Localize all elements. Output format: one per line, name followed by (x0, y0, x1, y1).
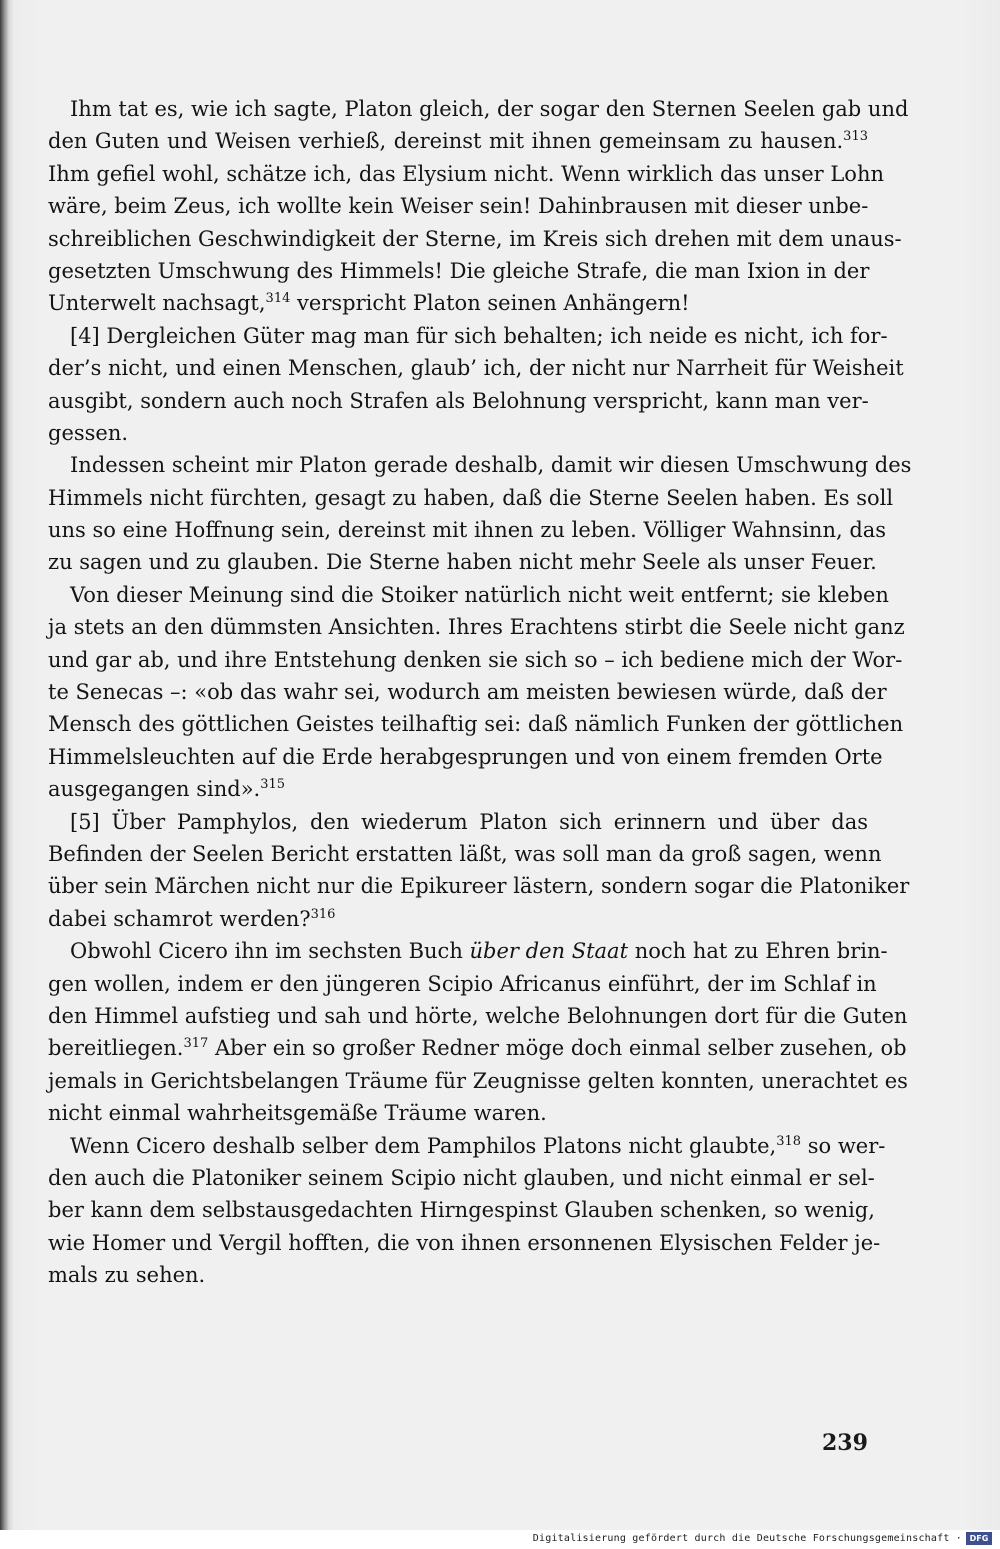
text-segment: wäre, beim Zeus, ich wollte kein Weiser sein! Dahinbrausen mit dieser unbe- (48, 194, 869, 219)
text-segment: gessen. (48, 420, 129, 445)
text-segment: te Senecas –: «ob das wahr sei, wodurch am meisten bewiesen würde, daß der (48, 680, 887, 705)
text-segment: [5] Über Pamphylos, den wiederum Platon sich erinnern und über das (70, 809, 868, 834)
text-line (48, 1162, 875, 1194)
footnote-ref: 318 (776, 1133, 802, 1149)
footnote-ref: 316 (310, 906, 336, 922)
text-line (48, 352, 904, 384)
text-segment: noch hat zu Ehren brin- (628, 939, 888, 964)
text-segment: ausgibt, sondern auch noch Strafen als Belohnung verspricht, kann man ver- (48, 388, 869, 413)
text-segment: so wer- (801, 1133, 886, 1158)
text-line (48, 838, 882, 870)
text-line (48, 1130, 886, 1162)
italic-title: über den Staat (469, 939, 629, 964)
text-segment: [4] Dergleichen Güter mag man für sich behalten; ich neide es nicht, ich for- (70, 323, 888, 348)
text-segment: nicht einmal wahrheitsgemäße Träume waren. (48, 1101, 547, 1126)
text-line (48, 741, 883, 773)
footer-bar (0, 1530, 1000, 1549)
text-line (48, 708, 904, 740)
digitization-credit: Digitalisierung gefördert durch die Deutsche Forschungsgemeinschaft · (532, 1533, 962, 1544)
text-segment: uns so eine Hoffnung sein, dereinst mit ihnen zu leben. Völliger Wahnsinn, das (48, 518, 887, 543)
text-segment: bereitliegen. (48, 1036, 184, 1061)
text-line (48, 417, 868, 449)
text-segment: schreiblichen Geschwindigkeit der Sterne, im Kreis sich drehen mit dem unaus- (48, 226, 902, 251)
text-segment: Wenn Cicero deshalb selber dem Pamphilos Platons nicht glaubte, (70, 1133, 777, 1158)
text-segment: Befinden der Seelen Bericht erstatten läßt, was soll man da groß sagen, wenn (48, 841, 882, 866)
text-segment: Aber ein so großer Redner möge doch einmal selber zusehen, ob (208, 1036, 907, 1061)
text-line (48, 320, 888, 352)
text-segment: ja stets an den dümmsten Ansichten. Ihres Erachtens stirbt die Seele nicht ganz (48, 615, 905, 640)
page-number: 239 (822, 1430, 868, 1456)
text-line (48, 611, 905, 643)
text-line (48, 1259, 868, 1291)
text-line (48, 1032, 907, 1064)
text-line (48, 579, 889, 611)
text-segment: gesetzten Umschwung des Himmels! Die gleiche Strafe, die man Ixion in der (48, 258, 870, 283)
text-line (48, 1065, 908, 1097)
text-segment: Indessen scheint mir Platon gerade deshalb, damit wir diesen Umschwung des (70, 453, 912, 478)
text-line (48, 449, 912, 481)
dfg-logo: DFG (966, 1532, 992, 1545)
text-segment: mals zu sehen. (48, 1263, 206, 1288)
text-line (48, 1227, 881, 1259)
text-line (48, 1194, 875, 1226)
text-line (48, 870, 910, 902)
text-segment: Obwohl Cicero ihn im sechsten Buch (70, 939, 470, 964)
text-segment: gen wollen, indem er den jüngeren Scipio Africanus einführt, der im Schlaf in (48, 971, 877, 996)
text-segment: den auch die Platoniker seinem Scipio nicht glauben, und nicht einmal er sel- (48, 1165, 875, 1190)
text-segment: Ihm gefiel wohl, schätze ich, das Elysium nicht. Wenn wirklich das unser Lohn (48, 161, 885, 186)
footnote-ref: 315 (260, 777, 286, 793)
text-line (48, 158, 885, 190)
text-segment: ber kann dem selbstausgedachten Hirngespinst Glauben schenken, so wenig, (48, 1198, 875, 1223)
text-line (48, 773, 868, 805)
text-line (48, 93, 909, 125)
text-segment: Himmelsleuchten auf die Erde herabgesprungen und von einem fremden Orte (48, 744, 883, 769)
text-segment: verspricht Platon seinen Anhängern! (290, 291, 690, 316)
body-text (48, 93, 912, 1291)
text-segment: der’s nicht, und einen Menschen, glaub’ ich, der nicht nur Narrheit für Weisheit (48, 356, 904, 381)
text-segment: wie Homer und Vergil hofften, die von ihnen ersonnenen Elysischen Felder je- (48, 1230, 881, 1255)
text-line (48, 125, 868, 157)
text-line (48, 514, 887, 546)
text-segment: Ihm tat es, wie ich sagte, Platon gleich, der sogar den Sternen Seelen gab und (70, 97, 909, 121)
text-segment: zu sagen und zu glauben. Die Sterne haben nicht mehr Seele als unser Feuer. (48, 550, 877, 575)
text-line (48, 903, 868, 935)
footnote-ref: 314 (265, 291, 291, 307)
text-segment: ausgegangen sind». (48, 777, 261, 802)
text-segment: über sein Märchen nicht nur die Epikureer lästern, sondern sogar die Platoniker (48, 874, 910, 899)
text-segment: jemals in Gerichtsbelangen Träume für Zeugnisse gelten konnten, unerachtet es (48, 1068, 908, 1093)
footnote-ref: 313 (843, 129, 868, 145)
text-line (48, 385, 868, 417)
text-segment: und gar ab, und ihre Entstehung denken sie sich so – ich bediene mich der Wor- (48, 647, 903, 672)
text-segment: Mensch des göttlichen Geistes teilhaftig sei: daß nämlich Funken der göttlichen (48, 712, 904, 737)
text-segment: dabei schamrot werden? (48, 906, 311, 931)
text-line (48, 644, 903, 676)
text-segment: den Guten und Weisen verhieß, dereinst mit ihnen gemeinsam zu hausen. (48, 129, 844, 154)
text-line (48, 255, 868, 287)
text-segment: Von dieser Meinung sind die Stoiker natürlich nicht weit entfernt; sie kleben (70, 582, 889, 607)
text-line (48, 190, 868, 222)
text-line (48, 806, 868, 838)
text-line (48, 223, 902, 255)
text-line (48, 968, 877, 1000)
text-line (48, 676, 887, 708)
text-line (48, 546, 877, 578)
text-segment: den Himmel aufstieg und sah und hörte, welche Belohnungen dort für die Guten (48, 1003, 908, 1028)
text-line (48, 935, 888, 967)
text-segment: Unterwelt nachsagt, (48, 291, 266, 316)
text-line (48, 482, 894, 514)
text-segment: Himmels nicht fürchten, gesagt zu haben, daß die Sterne Seelen haben. Es soll (48, 485, 894, 510)
text-line (48, 287, 868, 319)
text-line (48, 1097, 868, 1129)
footnote-ref: 317 (183, 1036, 209, 1052)
text-line (48, 1000, 908, 1032)
